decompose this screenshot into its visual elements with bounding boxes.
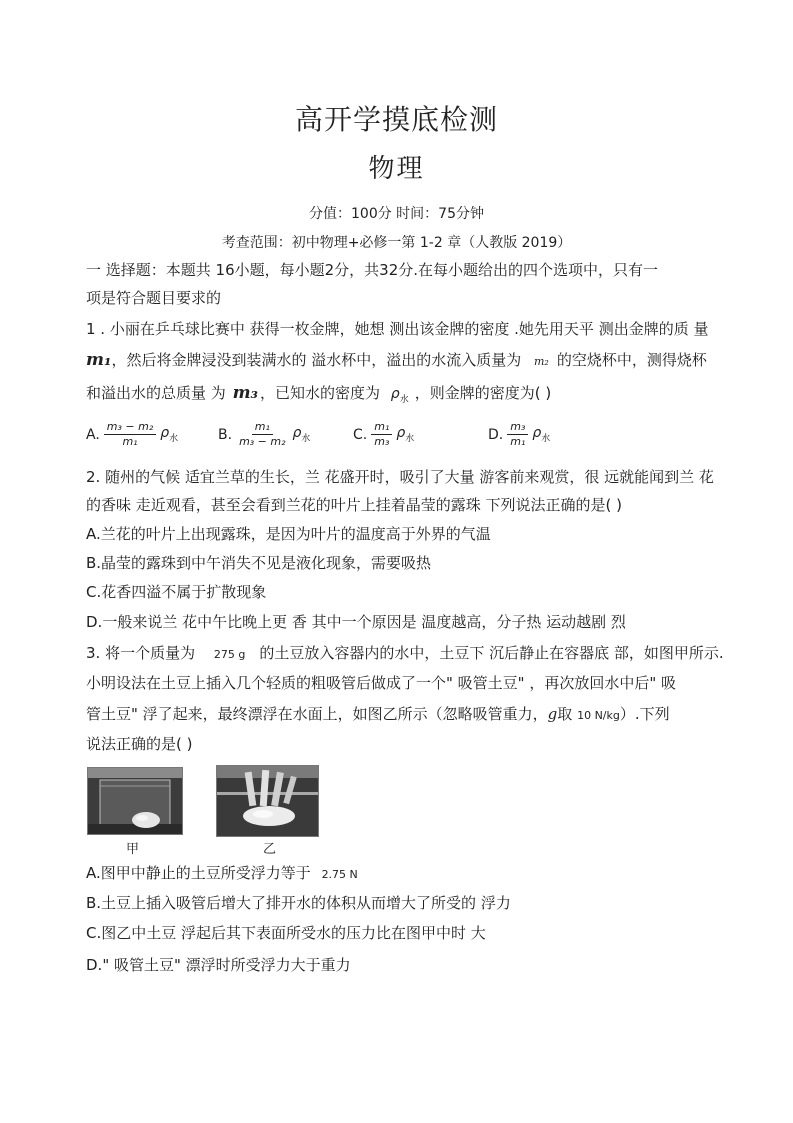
q3-g-symbol: g xyxy=(547,705,558,723)
score-time: 分值：100分 时间：75分钟 xyxy=(309,206,484,222)
q3-line3-mid: 取 xyxy=(557,705,573,723)
exam-scope: 考查范围：初中物理+必修一第 1-2 章（人教版 2019） xyxy=(221,235,572,251)
q2-option-d[interactable]: D.一般来说兰 花中午比晚上更 香 其中一个原因是 温度越高，分子热 运动越剧 烈 xyxy=(86,613,626,631)
section-heading-line2: 项是符合题目要求的 xyxy=(86,289,222,307)
q3-line3-end: ）.下列 xyxy=(619,705,670,723)
q3-option-d[interactable]: D." 吸管土豆" 漂浮时所受浮力大于重力 xyxy=(86,956,351,974)
q3-option-c[interactable]: C.图乙中土豆 浮起后其下表面所受水的压力比在图甲中时 大 xyxy=(86,924,486,942)
q2-option-c[interactable]: C.花香四溢不属于扩散现象 xyxy=(86,583,267,601)
q3-line4: 说法正确的是( ) xyxy=(86,735,193,753)
rho-symbol: ρ xyxy=(396,425,406,442)
numerator: m₁ xyxy=(252,420,273,435)
q1-line3-mid: ，已知水的密度为 xyxy=(260,384,381,402)
q3-line3 xyxy=(86,703,670,724)
q3-option-a-text: A.图甲中静止的土豆所受浮力等于 xyxy=(86,864,311,882)
option-label: A. xyxy=(86,426,100,443)
straw-potato-image xyxy=(217,766,318,836)
q2-option-a[interactable]: A.兰花的叶片上出现露珠，是因为叶片的温度高于外界的气温 xyxy=(86,525,491,543)
option-label: B. xyxy=(218,426,233,443)
fraction xyxy=(104,420,156,449)
rho-symbol: ρ xyxy=(160,425,170,442)
q3-option-a-value: 2.75 N xyxy=(321,868,358,881)
denominator: m₁ xyxy=(510,435,526,448)
rho-symbol: ρ xyxy=(292,425,302,442)
q1-rho xyxy=(390,386,409,405)
denominator: m₃ − m₂ xyxy=(239,435,286,448)
rho xyxy=(532,425,550,444)
q1-option-c[interactable] xyxy=(353,420,414,449)
subject-title: 物理 xyxy=(368,154,425,184)
q1-line3-end: ，则金牌的密度为( ) xyxy=(414,384,552,402)
potato-sink-image xyxy=(88,768,182,834)
q3-g-value: 10 N/kg xyxy=(577,709,620,722)
denominator: m₃ xyxy=(374,435,390,448)
numerator: m₁ xyxy=(371,420,392,435)
q1-line3-text: 和溢出水的总质量 为 xyxy=(86,384,226,402)
q1-var-m1: m₁ xyxy=(86,350,112,370)
q1-var-m2: m₂ xyxy=(534,355,549,368)
rho-subscript: 水 xyxy=(301,433,311,444)
option-label: C. xyxy=(353,426,368,443)
exam-title: 高开学摸底检测 xyxy=(294,103,498,136)
q3-line1-text: 3. 将一个质量为 xyxy=(86,644,196,662)
q2-line2: 的香味 走近观看，甚至会看到兰花的叶片上挂着晶莹的露珠 下列说法正确的是( ) xyxy=(86,496,623,514)
q1-options xyxy=(86,420,726,464)
q1-line3 xyxy=(86,382,551,405)
fraction xyxy=(507,420,528,449)
numerator: m₃ xyxy=(507,420,528,435)
figure-b-caption: 乙 xyxy=(263,842,277,857)
q1-option-a[interactable] xyxy=(86,420,178,449)
q1-var-m3: m₃ xyxy=(232,383,258,403)
rho-subscript: 水 xyxy=(169,433,179,444)
rho xyxy=(396,425,414,444)
q1-line2 xyxy=(86,349,707,370)
section-heading-line1: 一 选择题：本题共 16小题，每小题2分，共32分.在每小题给出的四个选项中，只有一 xyxy=(86,261,659,279)
q1-line2-text: ，然后将金牌浸没到装满水的 溢水杯中，溢出的水流入质量为 xyxy=(111,351,522,369)
q3-line3-text: 管土豆" 浮了起来，最终漂浮在水面上，如图乙所示（忽略吸管重力， xyxy=(86,705,548,723)
denominator: m₁ xyxy=(122,435,138,448)
q2-line1: 2. 随州的气候 适宜兰草的生长，兰 花盛开时，吸引了大量 游客前来观赏，很 远就能闻到兰 花 xyxy=(86,468,714,486)
q1-option-d[interactable] xyxy=(488,420,550,449)
rho-subscript: 水 xyxy=(541,433,551,444)
figure-a-photo xyxy=(87,767,183,835)
figure-b-photo xyxy=(216,765,319,837)
q3-mass-value: 275 g xyxy=(213,648,246,661)
rho-symbol: ρ xyxy=(390,386,400,402)
q1-line2-end: 的空烧杯中，测得烧杯 xyxy=(556,351,707,369)
rho-subscript: 水 xyxy=(399,394,409,405)
q3-line1-end: 的土豆放入容器内的水中，土豆下 沉后静止在容器底 部，如图甲所示. xyxy=(259,644,724,662)
q3-option-b[interactable]: B.土豆上插入吸管后增大了排开水的体积从而增大了所受的 浮力 xyxy=(86,894,511,912)
fraction xyxy=(236,420,288,449)
q2-option-b[interactable]: B.晶莹的露珠到中午消失不见是液化现象，需要吸热 xyxy=(86,554,432,572)
rho xyxy=(160,425,178,444)
q3-line1 xyxy=(86,642,724,663)
q1-line1: 1 . 小丽在乒乓球比赛中 获得一枚金牌，她想 测出该金牌的密度 .她先用天平 测出金牌的质 量 xyxy=(86,320,709,338)
q3-line2: 小明设法在土豆上插入几个轻质的粗吸管后做成了一个" 吸管土豆" ，再次放回水中后" 吸 xyxy=(86,674,677,692)
figure-a-caption: 甲 xyxy=(126,842,140,857)
q1-option-b[interactable] xyxy=(218,420,310,449)
option-label: D. xyxy=(488,426,504,443)
rho xyxy=(293,425,311,444)
rho-symbol: ρ xyxy=(532,425,542,442)
numerator: m₃ − m₂ xyxy=(104,420,156,435)
fraction xyxy=(371,420,392,449)
rho-subscript: 水 xyxy=(405,433,415,444)
q3-option-a[interactable] xyxy=(86,862,358,883)
